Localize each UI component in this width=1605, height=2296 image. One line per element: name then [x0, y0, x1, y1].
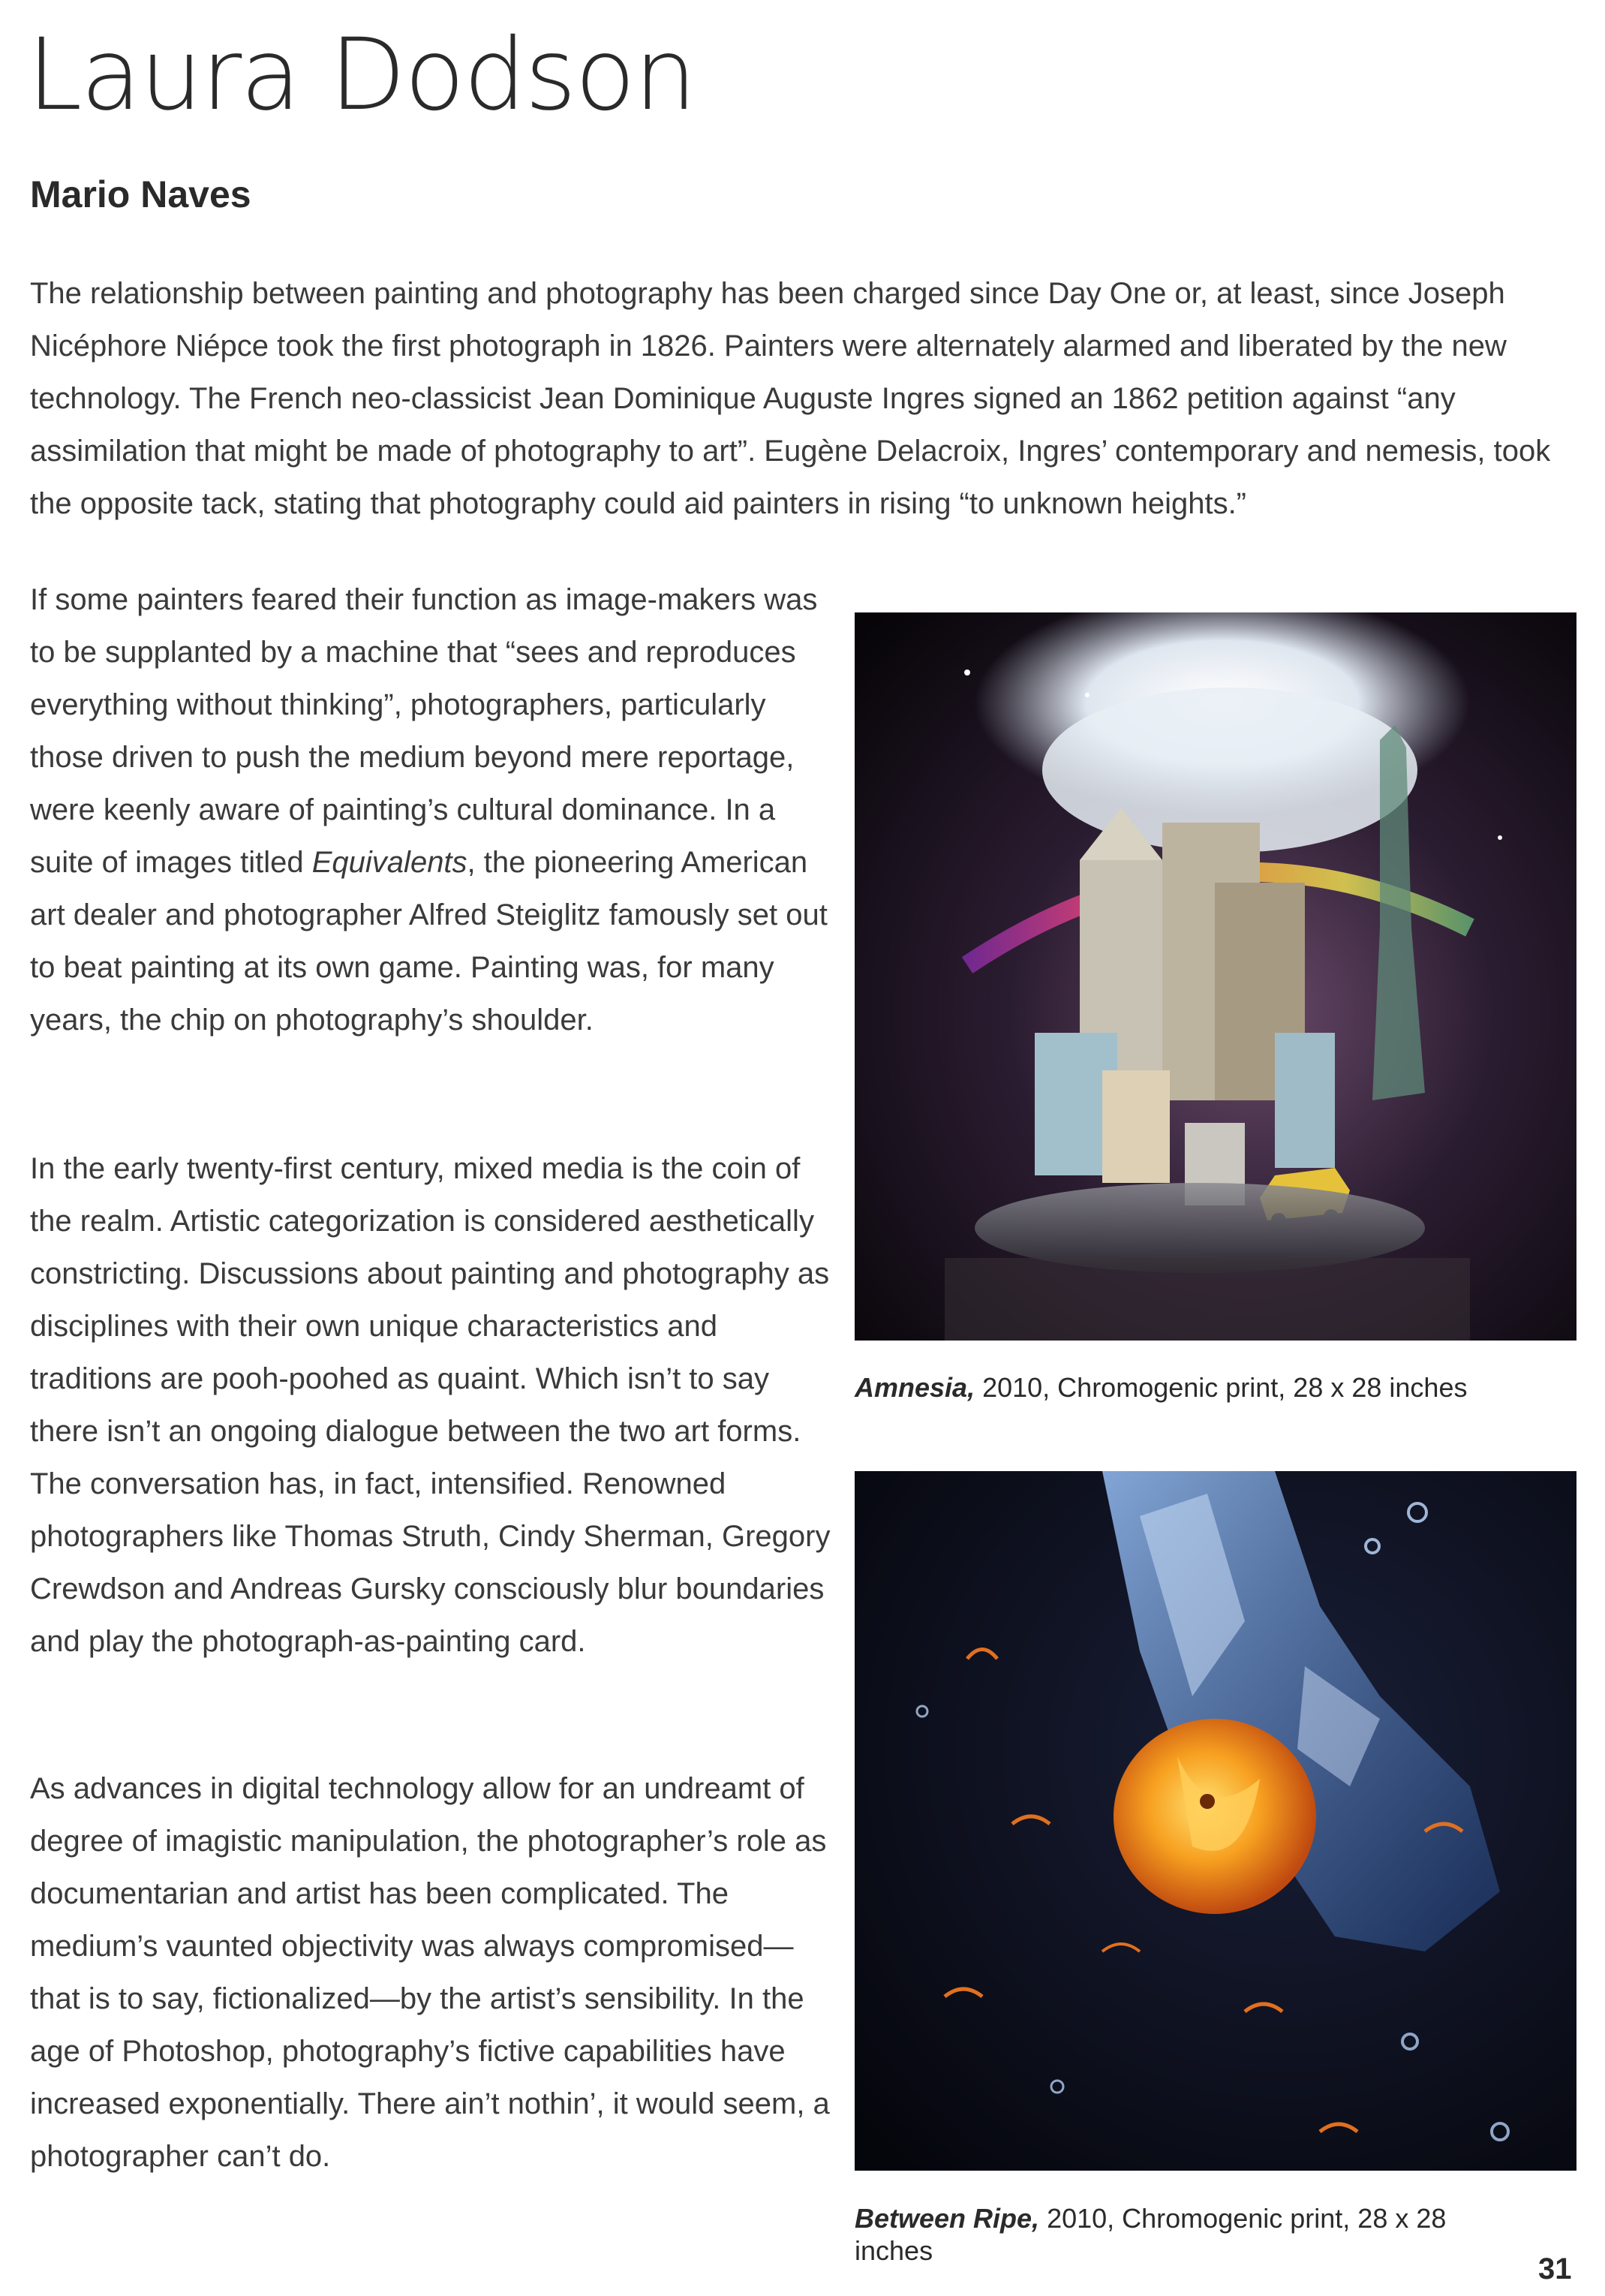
- intro-paragraph: The relationship between painting and photography has been charged since Day One or, at least, since Joseph Nicéphore Niépce took the first photograph in 1826. Painters were alternately alarmed and liberated by the new technology. The French neo-classicist Jean Dominique Auguste Ingres signed an 1862 petition against “any assimilation that might be made of photography to art”. Eugène Delacroix, Ingres’ contemporary and nemesis, took the opposite tack, stating that photography could aid painters in rising “to unknown heights.”: [30, 277, 1551, 520]
- body-paragraph-4: As advances in digital technology allow for an undreamt of degree of imagistic manipulation, the photographer’s role as documentarian and artist has been complicated. The medium’s vaunted objectivity was always compromised—that is to say, fictionalized—by the artist’s sensibility. In the age of Photoshop, photography’s fictive capabilities have increased exponentially. There ain’t nothin’, it would seem, a photographer can’t do.: [30, 1772, 830, 2173]
- paragraph-2-text-after: , the pioneering American art dealer and photographer Alfred Steiglitz famously set out to beat painting at its own game. Painting was, for many years, the chip on photography’s shoulder.: [30, 846, 828, 1037]
- caption-title-between-ripe: Between Ripe,: [855, 2203, 1040, 2234]
- caption-title-amnesia: Amnesia,: [855, 1372, 975, 1403]
- caption-amnesia: [855, 1371, 1597, 1404]
- caption-details-amnesia: 2010, Chromogenic print, 28 x 28 inches: [975, 1372, 1468, 1403]
- series-title-equivalents: Equivalents: [311, 846, 467, 879]
- paragraph-2-text-before: If some painters feared their function as image-makers was to be supplanted by a machine that “sees and reproduces everything without thinking”, photographers, particularly those driven to push the medium beyond mere reportage, were keenly aware of painting’s cultural dominance. In a suite of images titled: [30, 583, 818, 879]
- artwork-image-between-ripe: [855, 1471, 1576, 2171]
- body-paragraph-2: [30, 573, 840, 1046]
- page-title: Laura Dodson: [27, 17, 696, 133]
- caption-between-ripe: [855, 2202, 1477, 2267]
- caption-details-between-ripe: 2010, Chromogenic print, 28 x 28 inches: [855, 2203, 1447, 2266]
- body-paragraph-3: In the early twenty-first century, mixed media is the coin of the realm. Artistic categorization is considered aesthetically constricting. Discussions about painting and photography as disciplines with their own unique characteristics and traditions are pooh-poohed as quaint. Which isn’t to say there isn’t an ongoing dialogue between the two art forms. The conversation has, in fact, intensified. Renowned photographers like Thomas Struth, Cindy Sherman, Gregory Crewdson and Andreas Gursky consciously blur boundaries and play the photograph-as-painting card.: [30, 1152, 831, 1658]
- artwork-image-amnesia: [855, 612, 1576, 1341]
- author-byline: Mario Naves: [30, 173, 251, 215]
- page-number: 31: [1538, 2252, 1572, 2285]
